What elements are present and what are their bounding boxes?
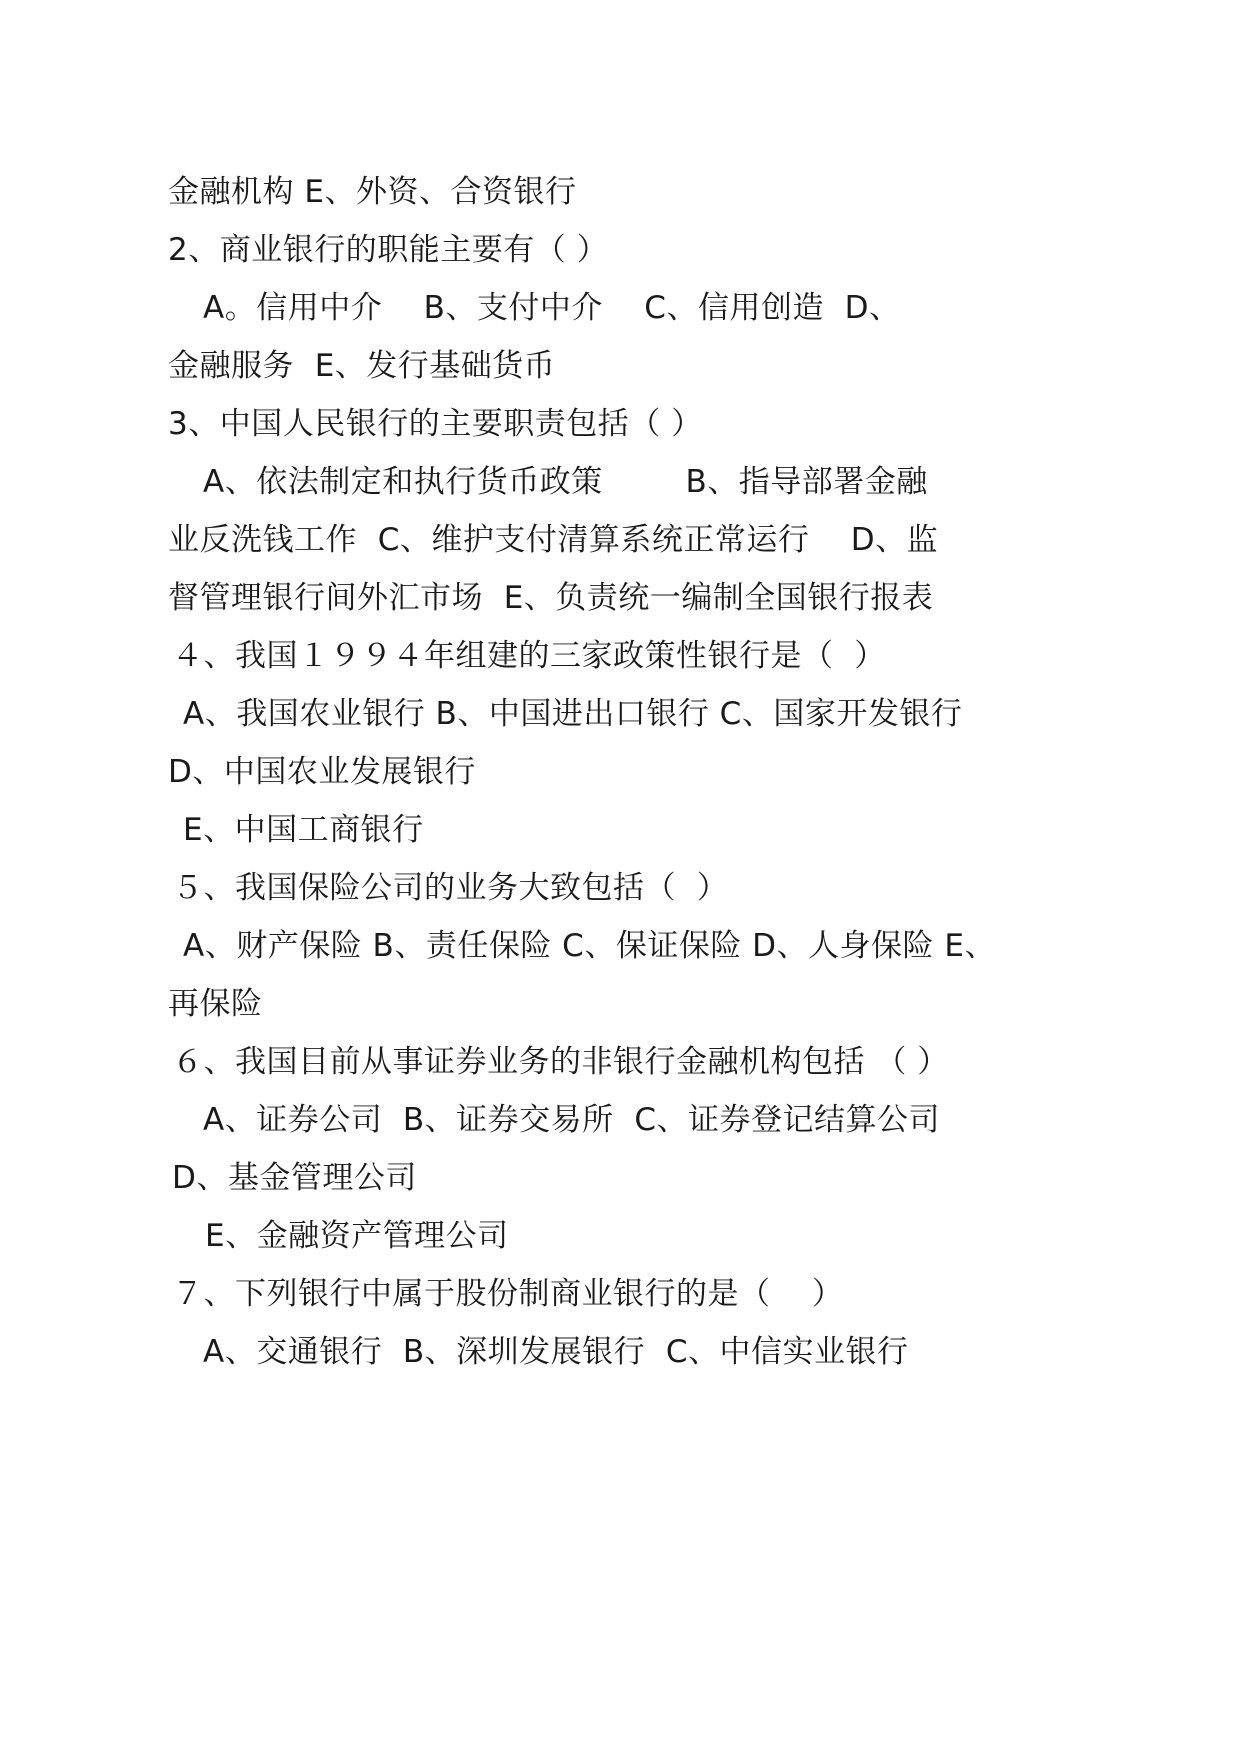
question-7: ７、下列银行中属于股份制商业银行的是（ ）	[172, 1276, 844, 1312]
question-5-options-cont: 再保险	[168, 986, 263, 1022]
question-5: ５、我国保险公司的业务大致包括（ ）	[172, 870, 729, 906]
question-2-options: A。信用中介 B、支付中介 C、信用创造 D、	[203, 290, 901, 326]
question-3-options-cont: 业反洗钱工作 C、维护支付清算系统正常运行 D、监	[168, 522, 939, 558]
question-6-options-cont: E、金融资产管理公司	[205, 1218, 509, 1254]
question-5-options: A、财产保险 B、责任保险 C、保证保险 D、人身保险 E、	[183, 928, 996, 964]
question-3-options: A、依法制定和执行货币政策 B、指导部署金融	[203, 464, 928, 500]
question-6: ６、我国目前从事证券业务的非银行金融机构包括 （ ）	[172, 1044, 949, 1080]
question-4-options: A、我国农业银行 B、中国进出口银行 C、国家开发银行	[183, 696, 963, 732]
question-3-options-cont: 督管理银行间外汇市场 E、负责统一编制全国银行报表	[168, 580, 934, 616]
question-7-options: A、交通银行 B、深圳发展银行 C、中信实业银行	[203, 1334, 909, 1370]
question-2-options-cont: 金融服务 E、发行基础货币	[168, 348, 556, 384]
text-line: 金融机构 E、外资、合资银行	[168, 174, 577, 210]
question-4-options-cont: E、中国工商银行	[183, 812, 424, 848]
question-6-options-cont: D、基金管理公司	[172, 1160, 417, 1196]
question-2: 2、商业银行的职能主要有（ ）	[168, 232, 609, 268]
question-6-options: A、证券公司 B、证券交易所 C、证券登记结算公司	[203, 1102, 941, 1138]
question-4: ４、我国１９９４年组建的三家政策性银行是（ ）	[172, 638, 886, 674]
question-3: 3、中国人民银行的主要职责包括（ ）	[168, 406, 703, 442]
question-4-options-cont: D、中国农业发展银行	[168, 754, 476, 790]
